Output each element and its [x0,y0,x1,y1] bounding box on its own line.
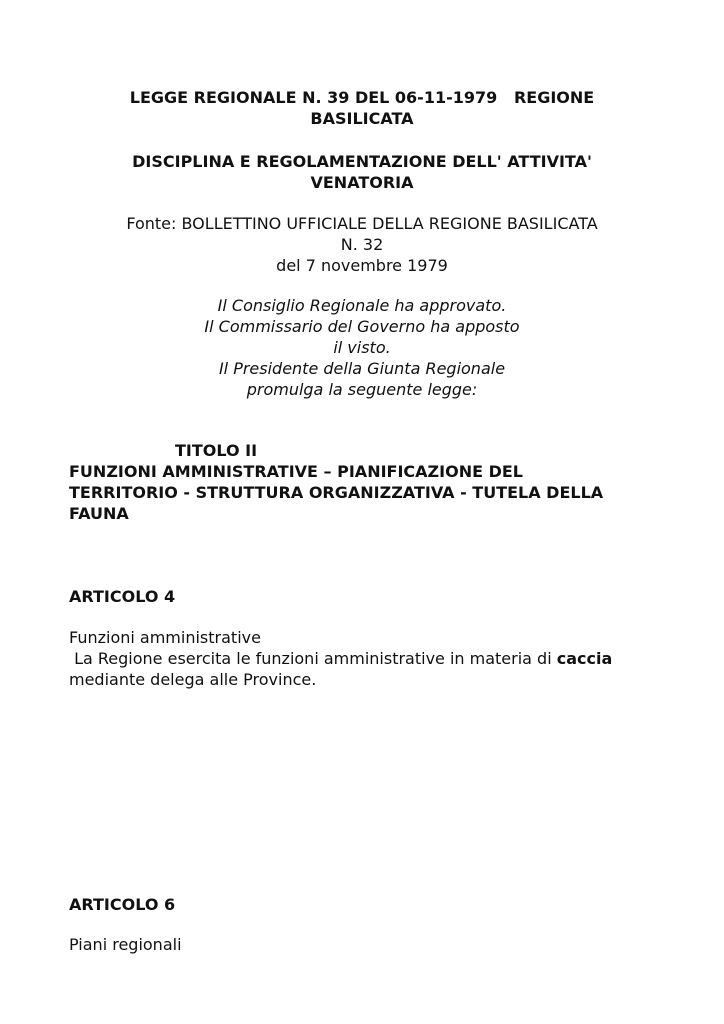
promulgation-line-2: Il Commissario del Governo ha apposto [204,317,520,336]
titolo-number: TITOLO II [175,441,258,460]
titolo-line-1: FUNZIONI AMMINISTRATIVE – PIANIFICAZIONE DEL [69,462,523,481]
titolo-line-2: TERRITORIO - STRUTTURA ORGANIZZATIVA - TUTELA DELLA [69,483,604,502]
source-line-3: del 7 novembre 1979 [276,256,448,275]
source-line-2: N. 32 [340,235,384,254]
articolo-4-text-start: La Regione esercita le funzioni amministrative in materia di [69,649,557,668]
articolo-6-subheading: Piani regionali [69,935,182,954]
articolo-6-heading: ARTICOLO 6 [69,895,176,914]
law-title-line-1: LEGGE REGIONALE N. 39 DEL 06-11-1979 REGIONE [129,88,595,107]
articolo-4-text-line-2: mediante delega alle Province. [69,670,317,689]
titolo-line-3: FAUNA [69,504,129,523]
source-line-1: Fonte: BOLLETTINO UFFICIALE DELLA REGIONE BASILICATA [126,214,598,233]
promulgation-line-3: il visto. [333,338,391,357]
law-subtitle-line-2: VENATORIA [310,173,414,192]
law-title-line-2: BASILICATA [310,109,414,128]
promulgation-line-1: Il Consiglio Regionale ha approvato. [217,296,507,315]
law-subtitle-line-1: DISCIPLINA E REGOLAMENTAZIONE DELL' ATTIVITA' [132,152,592,171]
law-subtitle [68,151,656,193]
articolo-4-body [69,627,669,690]
titolo-block [69,440,669,524]
promulgation-block [68,295,656,400]
articolo-4-heading: ARTICOLO 4 [69,587,176,606]
source-block [68,213,656,276]
articolo-4-text-bold: caccia [556,649,613,668]
law-title [68,87,656,129]
promulgation-line-5: promulga la seguente legge: [246,380,478,399]
articolo-4-subheading: Funzioni amministrative [69,628,261,647]
promulgation-line-4: Il Presidente della Giunta Regionale [218,359,506,378]
articolo-4-text-line-1 [69,648,669,669]
